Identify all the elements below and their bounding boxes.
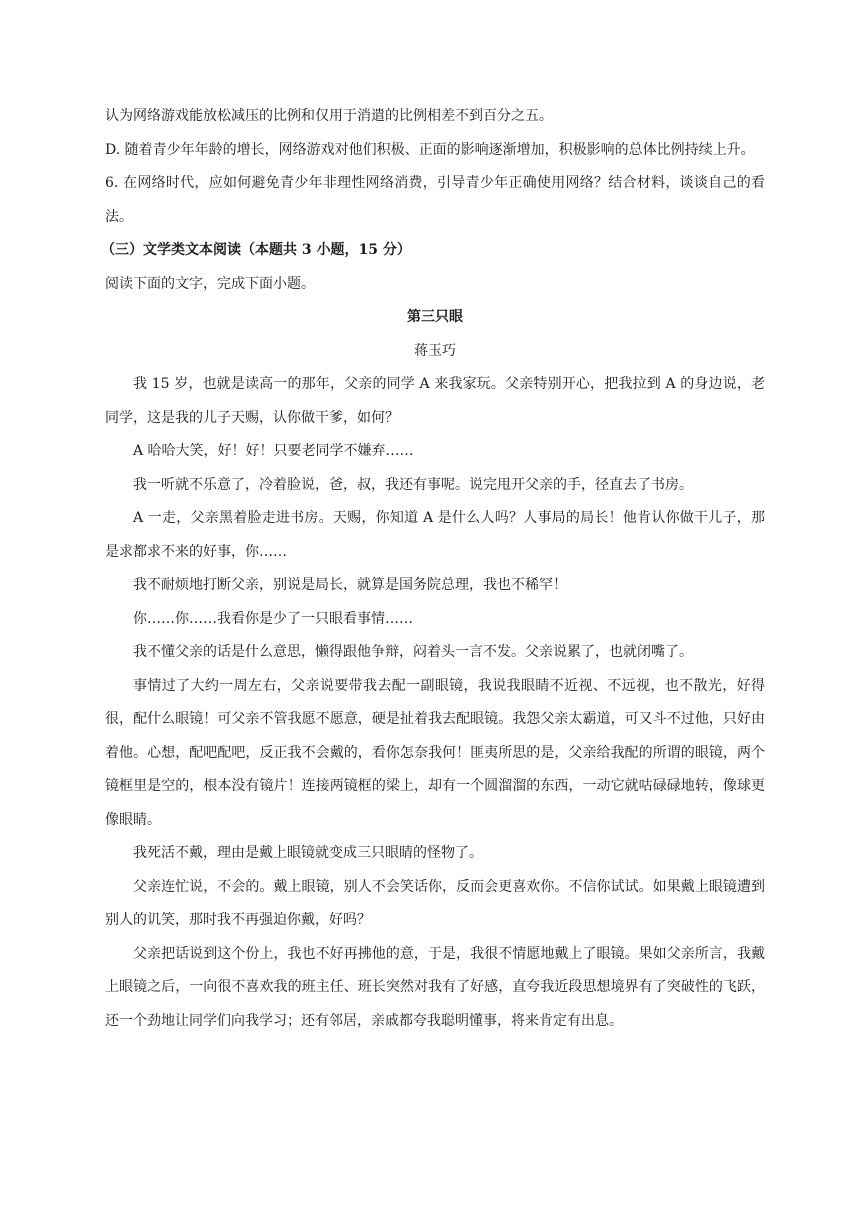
- question-6: 6. 在网络时代，应如何避免青少年非理性网络消费，引导青少年正确使用网络？结合材料，谈谈自己的看法。: [105, 175, 765, 225]
- story-paragraph: A 哈哈大笑，好！好！只要老同学不嫌弃……: [133, 443, 414, 459]
- story-paragraph: 事情过了大约一周左右，父亲说要带我去配一副眼镜，我说我眼睛不近视、不远视，也不散光，好得很，配什么眼镜！可父亲不管我愿不愿意，硬是扯着我去配眼镜。我怨父亲太霸道，可又斗不过他，只好由着他。心想，配吧配吧，反正我不会戴的，看你怎奈我何！匪夷所思的是，父亲给我配的所谓的眼镜，两个镜框里是空的，根本没有镜片！连接两镜框的梁上，却有一个圆溜溜的东西，一动它就咕碌碌地转，像球更像眼睛。: [105, 677, 765, 828]
- story-title: 第三只眼: [407, 309, 463, 325]
- reading-instruction: 阅读下面的文字，完成下面小题。: [105, 275, 315, 292]
- story-paragraph: 父亲把话说到这个份上，我也不好再拂他的意，于是，我很不情愿地戴上了眼镜。果如父亲所言，我戴上眼镜之后，一向很不喜欢我的班主任、班长突然对我有了好感，直夸我近段思想境界有了突破性的飞跃，还一个劲地让同学们向我学习；还有邻居，亲戚都夸我聪明懂事，将来肯定有出息。: [105, 945, 765, 1029]
- option-d: D. 随着青少年年龄的增长，网络游戏对他们积极、正面的影响逐渐增加，积极影响的总体比例持续上升。: [105, 141, 755, 158]
- story-paragraph: 我死活不戴，理由是戴上眼镜就变成三只眼睛的怪物了。: [133, 845, 483, 861]
- section-heading: （三）文学类文本阅读（本题共 3 小题，15 分）: [101, 242, 411, 258]
- story-paragraph: 我 15 岁，也就是读高一的那年，父亲的同学 A 来我家玩。父亲特别开心，把我拉到 A 的身边说，老同学，这是我的儿子天赐，认你做干爹，如何？: [105, 376, 765, 426]
- story-paragraph: 父亲连忙说，不会的。戴上眼镜，别人不会笑话你，反而会更喜欢你。不信你试试。如果戴上眼镜遭到别人的讥笑，那时我不再强迫你戴，好吗？: [105, 878, 765, 928]
- continuation-text: 认为网络游戏能放松减压的比例和仅用于消遣的比例相差不到百分之五。: [105, 108, 553, 124]
- story-paragraph: 我不耐烦地打断父亲，别说是局长，就算是国务院总理，我也不稀罕！: [133, 577, 567, 593]
- document-page: [101, 100, 765, 1038]
- story-paragraph: A 一走，父亲黑着脸走进书房。天赐，你知道 A 是什么人吗？人事局的局长！他肯认你做干儿子，那是求都求不来的好事，你……: [105, 510, 765, 560]
- story-paragraph: 我一听就不乐意了，冷着脸说，爸，叔，我还有事呢。说完甩开父亲的手，径直去了书房。: [133, 476, 693, 493]
- story-author: 蒋玉巧: [414, 342, 456, 359]
- story-paragraph: 我不懂父亲的话是什么意思，懒得跟他争辩，闷着头一言不发。父亲说累了，也就闭嘴了。: [133, 644, 693, 660]
- story-paragraph: 你……你……我看你是少了一只眼看事情……: [133, 610, 413, 627]
